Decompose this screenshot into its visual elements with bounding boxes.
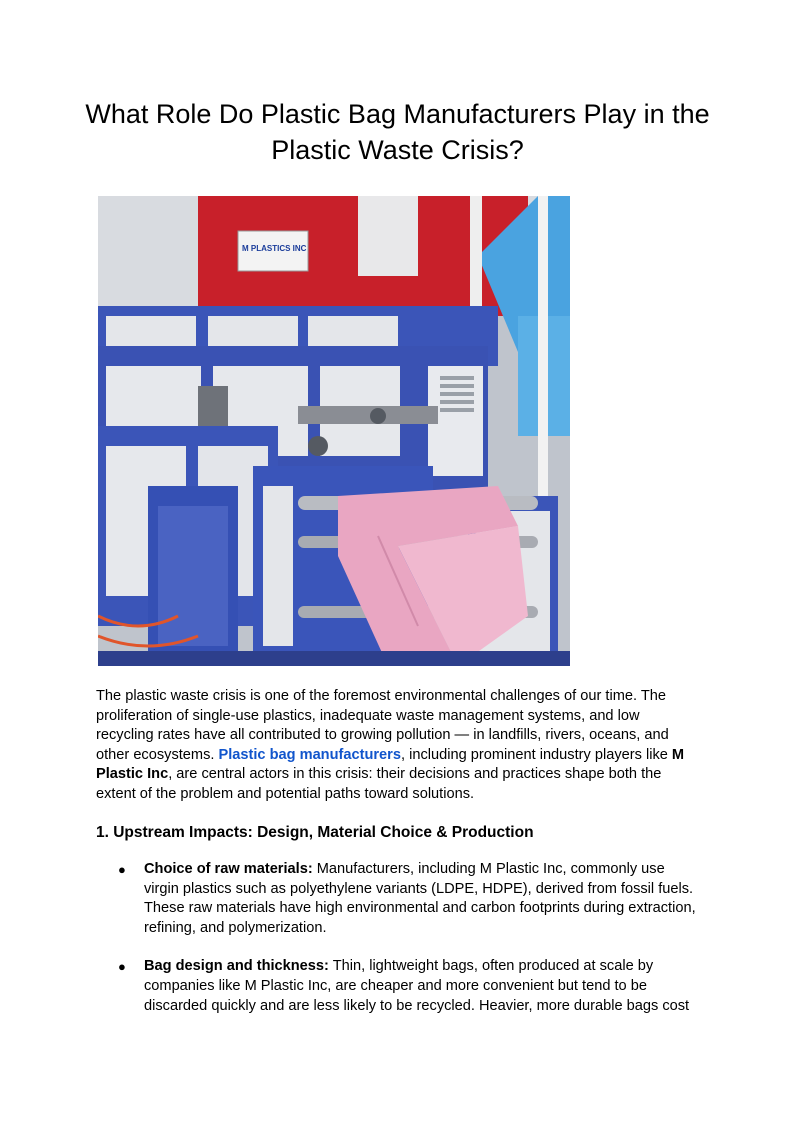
list-item [96, 860, 701, 938]
page-title: What Role Do Plastic Bag Manufacturers Play in the Plastic Waste Crisis? [85, 99, 710, 165]
intro-text-2: , including prominent industry players like [400, 746, 672, 763]
section-heading: 1. Upstream Impacts: Design, Material Choice & Production [96, 824, 534, 841]
bullet-text: Manufacturers, including M Plastic Inc, commonly use virgin plastics such as polyethylene variants (LDPE, HDPE), derived from fossil fuels. These raw materials have high environmental and carbon footprints during extraction, refining, and polymerization. [144, 861, 696, 936]
intro-paragraph [96, 687, 701, 805]
bullet-label: Choice of raw materials: [144, 861, 313, 877]
factory-photo [98, 196, 570, 666]
machine-label: M PLASTICS INC [242, 244, 307, 253]
bullet-list [96, 860, 701, 1035]
bullet-text: Thin, lightweight bags, often produced at scale by companies like M Plastic Inc, are cheaper and more convenient but tend to be discarded quickly and are less likely to be recycled. Heavier, more durable bags cost [144, 958, 690, 1014]
plastic-bag-manufacturers-link[interactable]: Plastic bag manufacturers [218, 746, 401, 763]
company-name: M Plastic Inc [96, 746, 685, 783]
bullet-label: Bag design and thickness: [144, 958, 329, 975]
intro-text-1: The plastic waste crisis is one of the foremost environmental challenges of our time. The proliferation of single-use plastics, inadequate waste management systems, and low recycling rates have all contributed to growing pollution — in landfills, rivers, oceans, and other ecosystems. [96, 688, 669, 763]
bullet-icon: ● [118, 862, 126, 877]
intro-text-3: , are central actors in this crisis: their decisions and practices shape both the extent of the problem and potential paths toward solutions. [96, 766, 662, 802]
bullet-icon: ● [118, 959, 126, 975]
list-item [96, 957, 701, 1016]
